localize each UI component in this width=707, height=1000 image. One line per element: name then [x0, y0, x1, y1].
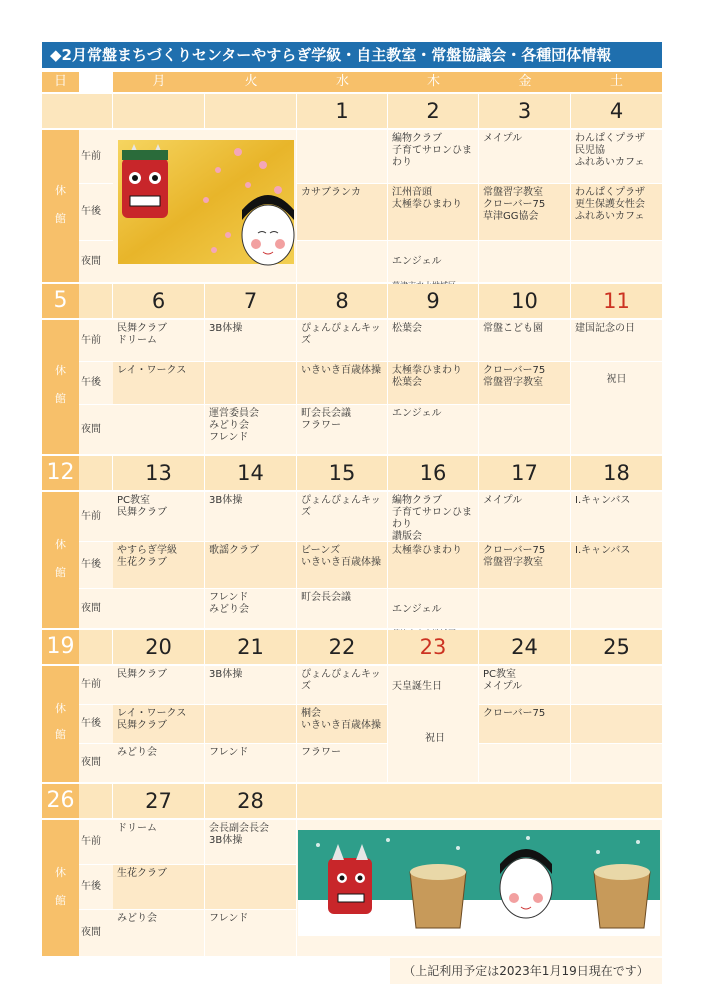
period-am: 午前 [79, 820, 113, 864]
event-w1-thu-night [388, 241, 478, 282]
date-19: 19 [42, 630, 79, 664]
date-3: 3 [479, 94, 570, 128]
period-pm: 午後 [79, 362, 113, 404]
event-w1-fri-am: メイプル [479, 130, 570, 183]
event-w4-tue-pm [205, 705, 296, 743]
event-w2-mon-am: 民舞クラブ ドリーム [113, 320, 204, 361]
date-4: 4 [571, 94, 662, 128]
event-w2-fri-night [479, 405, 570, 454]
period-pm: 午後 [79, 865, 113, 909]
event-w3-wed-night: 町会長会議 [297, 589, 387, 628]
date-12: 12 [42, 456, 79, 490]
weekday-wed: 水 [297, 72, 388, 92]
event-w1-fri-pm: 常盤習字教室 クローバー75 草津GG協会 [479, 184, 570, 240]
event-w4-wed-pm: 桐会 いきいき百歳体操 [297, 705, 387, 743]
week2-blank [79, 284, 112, 318]
date-14: 14 [205, 456, 296, 490]
period-night: 夜間 [79, 405, 113, 454]
event-w3-mon-night [113, 589, 204, 628]
event-w2-fri-pm: クローバー75 常盤習字教室 [479, 362, 570, 404]
event-w4-fri-night [479, 744, 570, 782]
event-w3-thu-am: 編物クラブ 子育てサロンひまわり 讃版会 [388, 492, 478, 541]
date-10: 10 [479, 284, 570, 318]
event-w3-tue-pm: 歌謡クラブ [205, 542, 296, 588]
date-25: 25 [571, 630, 662, 664]
period-am: 午前 [79, 320, 113, 361]
period-night: 夜間 [79, 589, 113, 628]
event-w4-thu-holiday-name: 天皇誕生日 [392, 681, 442, 692]
date-16: 16 [388, 456, 478, 490]
event-w2-sat-am: 建国記念の日 [571, 320, 662, 361]
event-w3-tue-am: 3B体操 [205, 492, 296, 541]
event-w3-sat-am: I.キャンバス [571, 492, 662, 541]
event-w5-tue-am: 会長副会長会 3B体操 [205, 820, 296, 864]
event-w4-mon-night: みどり会 [113, 744, 204, 782]
closed-label-week1: 休 館 [42, 130, 79, 282]
event-w5-mon-am: ドリーム [113, 820, 204, 864]
event-w4-mon-am: 民舞クラブ [113, 666, 204, 704]
event-w4-thu-holiday-label: 祝日 [425, 733, 445, 744]
event-w5-tue-pm [205, 865, 296, 909]
event-w2-fri-am: 常盤こども園 [479, 320, 570, 361]
event-w2-tue-pm [205, 362, 296, 404]
event-w2-tue-night: 運営委員会 みどり会 フレンド [205, 405, 296, 454]
event-w3-mon-pm: やすらぎ学級 生花クラブ [113, 542, 204, 588]
date-24: 24 [479, 630, 570, 664]
date-2: 2 [388, 94, 478, 128]
event-w1-sat-pm: わんぱくプラザ 更生保護女性会 ふれあいカフェ [571, 184, 662, 240]
period-night: 夜間 [79, 241, 113, 282]
weekday-mon: 月 [113, 72, 205, 92]
week1-empty-mon [113, 94, 204, 128]
event-w4-fri-am: PC教室 メイプル [479, 666, 570, 704]
closed-label-week5: 休 館 [42, 820, 79, 956]
week3-blank [79, 456, 112, 490]
date-28: 28 [205, 784, 296, 818]
event-w3-thu-night [388, 589, 478, 628]
event-w3-sat-pm: I.キャンバス [571, 542, 662, 588]
date-20: 20 [113, 630, 204, 664]
event-w1-wed-pm: カサブランカ [297, 184, 387, 240]
event-w2-wed-night: 町会長会議 フラワー [297, 405, 387, 454]
event-w1-thu-pm: 江州音頭 太極拳ひまわり [388, 184, 478, 240]
closed-label-week2: 休 館 [42, 320, 79, 454]
week4-blank [79, 630, 112, 664]
event-w4-tue-am: 3B体操 [205, 666, 296, 704]
period-am: 午前 [79, 130, 113, 183]
date-22: 22 [297, 630, 387, 664]
event-w4-fri-pm: クローバー75 [479, 705, 570, 743]
date-7: 7 [205, 284, 296, 318]
event-w4-tue-night: フレンド [205, 744, 296, 782]
period-pm: 午後 [79, 705, 113, 743]
date-11: 11 [571, 284, 662, 318]
date-9: 9 [388, 284, 478, 318]
event-w3-fri-pm: クローバー75 常盤習字教室 [479, 542, 570, 588]
event-w1-thu-night-label: エンジェル [392, 256, 442, 267]
week5-blank [79, 784, 112, 818]
event-w2-thu-pm: 太極拳ひまわり 松葉会 [388, 362, 478, 404]
event-w3-sat-night [571, 589, 662, 628]
period-am: 午前 [79, 492, 113, 541]
event-w2-wed-pm: いきいき百歳体操 [297, 362, 387, 404]
event-w2-mon-night [113, 405, 204, 454]
event-w2-tue-am: 3B体操 [205, 320, 296, 361]
date-6: 6 [113, 284, 204, 318]
date-13: 13 [113, 456, 204, 490]
event-w3-mon-am: PC教室 民舞クラブ [113, 492, 204, 541]
weekday-thu: 木 [388, 72, 479, 92]
date-1: 1 [297, 94, 387, 128]
event-w1-sat-am: わんぱくプラザ 民児協 ふれあいカフェ [571, 130, 662, 183]
event-w3-fri-night [479, 589, 570, 628]
event-w3-thu-pm: 太極拳ひまわり [388, 542, 478, 588]
event-w4-sat-am [571, 666, 662, 704]
event-w1-fri-night [479, 241, 570, 282]
event-w1-wed-am [297, 130, 387, 183]
date-21: 21 [205, 630, 296, 664]
closed-label-week4: 休 館 [42, 666, 79, 782]
event-w3-wed-pm: ビーンズ いきいき百歳体操 [297, 542, 387, 588]
event-w3-thu-night-label: エンジェル [392, 604, 442, 615]
weekday-tue: 火 [205, 72, 297, 92]
event-w5-mon-night: みどり会 [113, 910, 204, 956]
event-w4-sat-night [571, 744, 662, 782]
event-w4-wed-night: フラワー [297, 744, 387, 782]
period-night: 夜間 [79, 744, 113, 782]
page-title: ◆2月常盤まちづくりセンターやすらぎ学級・自主教室・常盤協議会・各種団体情報 [42, 42, 662, 68]
date-15: 15 [297, 456, 387, 490]
event-w2-thu-am: 松葉会 [388, 320, 478, 361]
weekday-sun: 日 [42, 72, 79, 92]
event-w2-sat-holiday: 祝日 [571, 362, 662, 454]
event-w4-sat-pm [571, 705, 662, 743]
date-18: 18 [571, 456, 662, 490]
event-w1-thu-am: 編物クラブ 子育てサロンひまわり [388, 130, 478, 183]
oni-okame-picture [118, 140, 294, 264]
period-pm: 午後 [79, 542, 113, 588]
week5-empty-dates [297, 784, 662, 818]
weekday-fri: 金 [479, 72, 571, 92]
date-26: 26 [42, 784, 79, 818]
event-w3-fri-am: メイプル [479, 492, 570, 541]
event-w4-mon-pm: レイ・ワークス 民舞クラブ [113, 705, 204, 743]
week1-empty-tue [205, 94, 296, 128]
event-w5-tue-night: フレンド [205, 910, 296, 956]
date-27: 27 [113, 784, 204, 818]
period-pm: 午後 [79, 184, 113, 240]
oni-beans-okame-picture [298, 830, 660, 936]
event-w5-mon-pm: 生花クラブ [113, 865, 204, 909]
date-5: 5 [42, 284, 79, 318]
event-w4-thu-holiday [388, 666, 478, 782]
date-8: 8 [297, 284, 387, 318]
period-night: 夜間 [79, 910, 113, 956]
event-w3-wed-am: ぴょんぴょんキッズ [297, 492, 387, 541]
event-w2-wed-am: ぴょんぴょんキッズ [297, 320, 387, 361]
closed-label-week3: 休 館 [42, 492, 79, 628]
date-23: 23 [388, 630, 478, 664]
date-17: 17 [479, 456, 570, 490]
event-w1-wed-night [297, 241, 387, 282]
event-w2-mon-pm: レイ・ワークス [113, 362, 204, 404]
event-w3-tue-night: フレンド みどり会 [205, 589, 296, 628]
footer-note: （上記利用予定は2023年1月19日現在です） [390, 958, 662, 984]
event-w2-thu-night: エンジェル [388, 405, 478, 454]
week1-empty-sun [42, 94, 112, 128]
period-am: 午前 [79, 666, 113, 704]
weekday-sat: 土 [571, 72, 662, 92]
event-w1-sat-night [571, 241, 662, 282]
event-w4-wed-am: ぴょんぴょんキッズ [297, 666, 387, 704]
